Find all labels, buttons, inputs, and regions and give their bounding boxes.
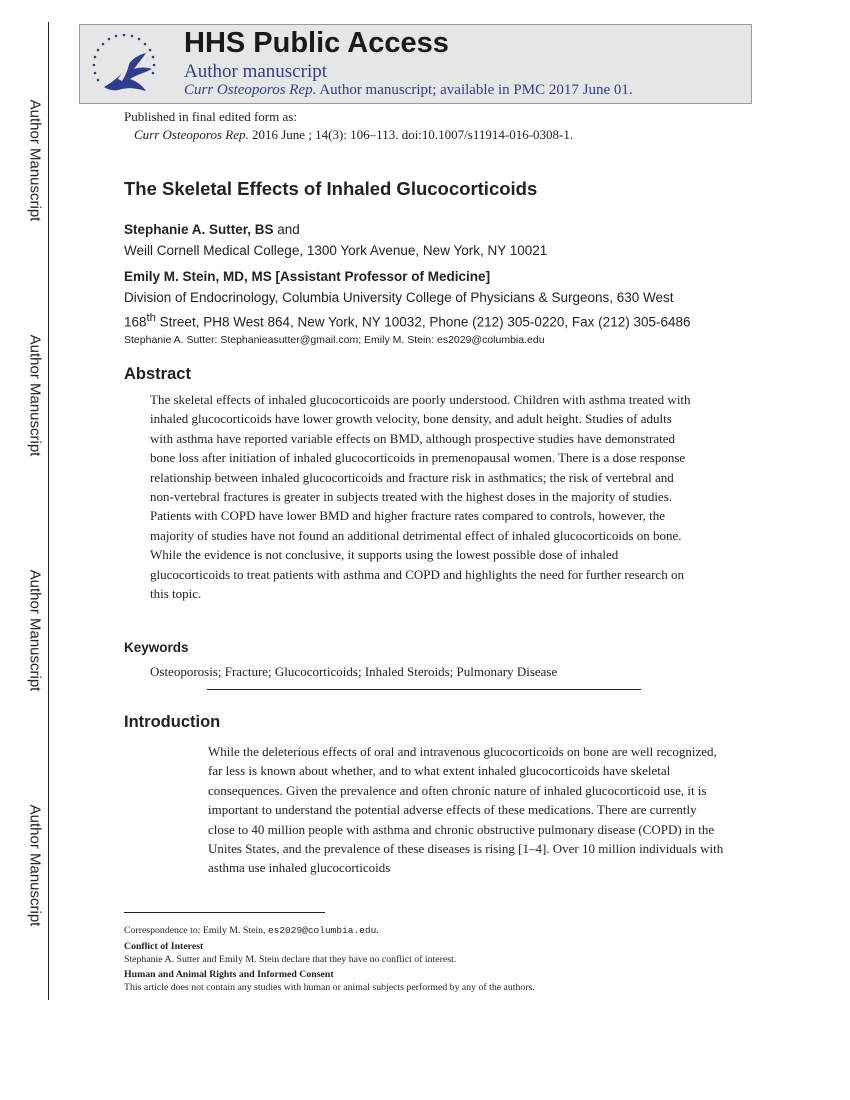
banner-journal-line bbox=[184, 82, 633, 99]
rights-heading: Human and Animal Rights and Informed Consent bbox=[124, 969, 334, 981]
conflict-heading: Conflict of Interest bbox=[124, 940, 204, 952]
correspondence-line: Correspondence to: Emily M. Stein, es2029@columbia.edu. bbox=[124, 925, 379, 936]
author-affiliation-1: Weill Cornell Medical College, 1300 York Avenue, New York, NY 10021 bbox=[124, 243, 548, 258]
author-block-2 bbox=[124, 266, 691, 333]
author-emails: Stephanie A. Sutter: Stephanieasutter@gmail.com; Emily M. Stein: es2029@columbia.edu bbox=[124, 334, 545, 346]
conflict-text: Stephanie A. Sutter and Emily M. Stein declare that they have no conflict of interest. bbox=[124, 953, 457, 965]
sidebar-label-4: Author Manuscript bbox=[26, 804, 44, 926]
introduction-text: While the deleterious effects of oral and intravenous glucocorticoids on bone are well recognized, far less is known about whether, and to what extent inhaled glucocorticoids have skeletal consequences. Given the prevalence and often chronic nature of inhaled glucocorticoid use, it is important to understand the potential adverse effects of these medications. There are currently close to 40 million people with asthma and chronic obstructive pulmonary disease (COPD) in the Unites States, and the prevalence of these diseases is rising [1–4]. Over 10 million individuals with asthma use inhaled glucocorticoids bbox=[208, 744, 724, 876]
section-divider bbox=[207, 689, 641, 690]
hhs-banner bbox=[79, 24, 752, 104]
introduction-heading: Introduction bbox=[124, 713, 221, 731]
banner-subtitle: Author manuscript bbox=[184, 61, 328, 82]
footnotes bbox=[124, 925, 724, 995]
hhs-eagle-logo-icon bbox=[88, 29, 160, 101]
author-name-1: Stephanie A. Sutter, BS bbox=[124, 222, 274, 237]
keywords-heading: Keywords bbox=[124, 640, 189, 655]
footnote-rule bbox=[124, 912, 325, 913]
abstract-heading: Abstract bbox=[124, 365, 191, 383]
author-name-2: Emily M. Stein, MD, MS [Assistant Professor of Medicine] bbox=[124, 269, 491, 284]
article-title: The Skeletal Effects of Inhaled Glucocorticoids bbox=[124, 178, 538, 199]
sidebar-label-2: Author Manuscript bbox=[26, 334, 44, 456]
sidebar-label-3: Author Manuscript bbox=[26, 569, 44, 691]
sidebar-label-1: Author Manuscript bbox=[26, 99, 44, 221]
abstract-text: The skeletal effects of inhaled glucocorticoids are poorly understood. Children with asthma treated with inhaled glucocorticoids have lower growth velocity, bone density, and adult height. Studies of adults with asthma have reported variable effects on BMD, although prospective studies have demonstrated bone loss after initiation of inhaled glucocorticoids in premenopausal women. There is a dose response relationship between inhaled glucocorticoids and fracture risk in asthmatics; the risk of vertebral and non-vertebral fractures is greater in subjects treated with the highest doses in the majority of studies. Patients with COPD have lower BMD and higher fracture rates compared to controls, however, the majority of studies have not found an additional detrimental effect of inhaled glucocorticoids on bone. While the evidence is not conclusive, it supports using the lowest possible dose of inhaled glucocorticoids to treat patients with asthma and COPD and highlights the need for further research on this topic. bbox=[150, 392, 691, 602]
published-citation: 2016 June ; 14(3): 106–113. doi:10.1007/s11914-016-0308-1. bbox=[251, 127, 574, 142]
rights-text: This article does not contain any studies with human or animal subjects performed by any of the authors. bbox=[124, 982, 535, 994]
author-affiliation-2b: 168th Street, PH8 West 864, New York, NY 10032, Phone (212) 305-0220, Fax (212) 305-6486 bbox=[124, 312, 691, 330]
author-affiliation-2a: Division of Endocrinology, Columbia University College of Physicians & Surgeons, 630 West bbox=[124, 290, 674, 305]
banner-availability: Author manuscript; available in PMC 2017 June 01. bbox=[319, 82, 633, 98]
author-block-1 bbox=[124, 219, 547, 261]
published-journal-name: Curr Osteoporos Rep. bbox=[134, 127, 249, 142]
published-intro: Published in final edited form as: bbox=[124, 109, 297, 124]
correspondence-email: es2029@columbia.edu bbox=[267, 925, 377, 936]
banner-journal-name: Curr Osteoporos Rep. bbox=[184, 82, 317, 98]
published-block bbox=[124, 108, 573, 144]
keywords-text: Osteoporosis; Fracture; Glucocorticoids; Inhaled Steroids; Pulmonary Disease bbox=[150, 664, 558, 679]
published-citation-line bbox=[124, 126, 573, 144]
banner-title: HHS Public Access bbox=[184, 27, 449, 59]
author-conj-1: and bbox=[273, 222, 300, 237]
